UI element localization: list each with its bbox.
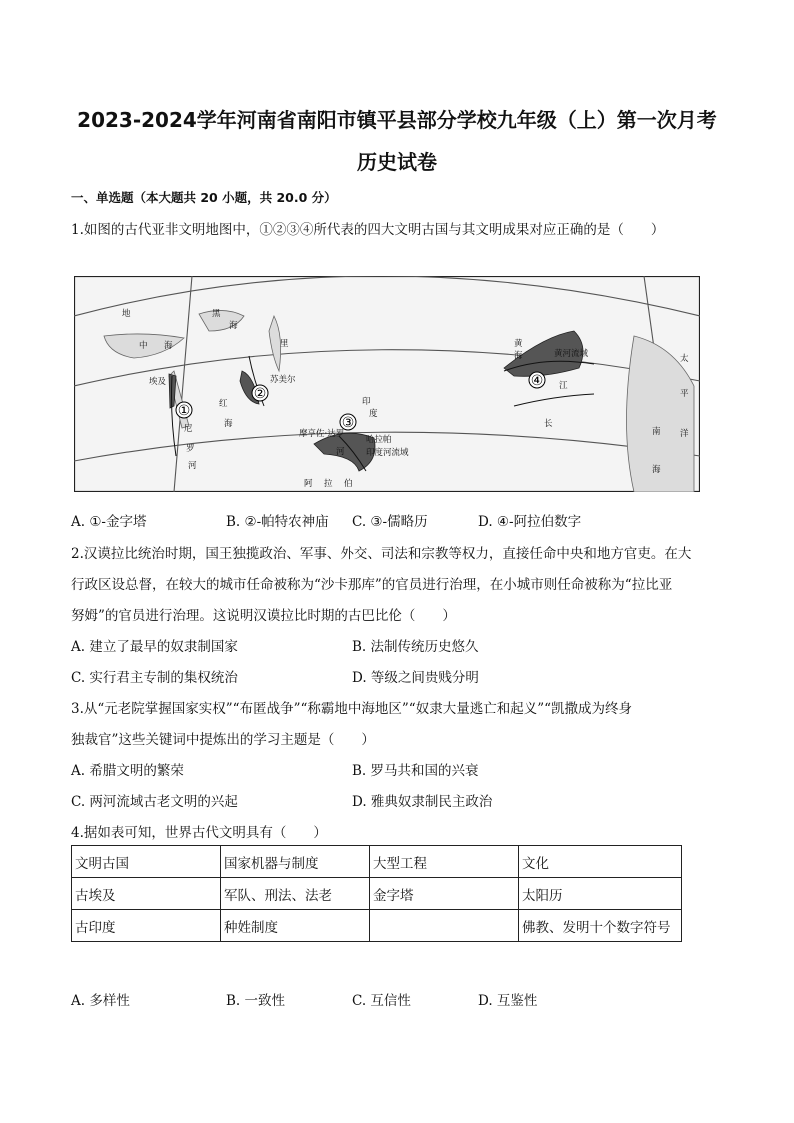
question-1-stem: 1.如图的古代亚非文明地图中，①②③④所代表的四大文明古国与其文明成果对应正确的是（ ）: [71, 222, 665, 238]
question-2-line2: 行政区设总督，在较大的城市任命被称为“沙卡那库”的官员进行治理，在小城市则任命被称为“拉比亚: [71, 577, 673, 593]
map-label: 长: [544, 419, 553, 429]
section-heading: 一、单选题（本大题共 20 小题，共 20.0 分）: [71, 190, 337, 205]
map-label: 罗: [186, 444, 195, 454]
map-label: 阿: [304, 479, 313, 489]
question-1-option-a: A. ①-金字塔: [71, 514, 147, 530]
map-label: 伯: [344, 479, 353, 489]
map-label: 海: [514, 351, 523, 361]
exam-title-line1: 2023-2024学年河南省南阳市镇平县部分学校九年级（上）第一次月考: [77, 108, 717, 132]
question-4-stem: 4.据如表可知，世界古代文明具有（ ）: [71, 825, 327, 841]
table-cell: 金字塔: [370, 878, 519, 910]
table-cell: 古埃及: [72, 878, 221, 910]
question-3-option-b: B. 罗马共和国的兴衰: [352, 763, 479, 779]
table-cell: 军队、刑法、法老: [221, 878, 370, 910]
map-label: 河: [188, 461, 197, 471]
question-2-option-d: D. 等级之间贵贱分明: [352, 670, 479, 686]
civilization-table: [71, 845, 682, 942]
table-cell: 太阳历: [519, 878, 682, 910]
map-frame: [75, 277, 700, 492]
question-4-option-a: A. 多样性: [71, 993, 130, 1009]
marker-1-label: ①: [177, 403, 191, 419]
question-3-line1: 3.从“元老院掌握国家实权”“布匿战争”“称霸地中海地区”“奴隶大量逃亡和起义”“凯撒成为终身: [71, 701, 632, 717]
question-3-option-c: C. 两河流域古老文明的兴起: [71, 794, 238, 810]
map-label: 度: [369, 409, 378, 419]
map-label: 海: [652, 465, 661, 475]
table-header-cell: 文明古国: [72, 846, 221, 878]
question-2-line3: 努姆”的官员进行治理。这说明汉谟拉比时期的古巴比伦（ ）: [71, 608, 456, 624]
map-label: 南: [652, 427, 661, 437]
marker-2-label: ②: [253, 386, 267, 402]
map-label: 哈拉帕: [366, 435, 392, 445]
table-cell: 佛教、发明十个数字符号: [519, 910, 682, 942]
marker-3-label: ③: [341, 415, 355, 431]
table-row: [72, 878, 682, 910]
map-label: 洋: [680, 429, 689, 439]
question-3-option-a: A. 希腊文明的繁荣: [71, 763, 184, 779]
question-3-option-d: D. 雅典奴隶制民主政治: [352, 794, 493, 810]
exam-title-line2: 历史试卷: [357, 150, 437, 174]
map-label: 地: [122, 309, 131, 319]
map-label: 摩亨佐·达罗: [299, 429, 345, 439]
map-label: 平: [680, 389, 689, 399]
question-1-option-d: D. ④-阿拉伯数字: [478, 514, 582, 530]
map-label: 黑: [212, 309, 221, 319]
table-row: [72, 910, 682, 942]
map-label: 红: [219, 399, 228, 409]
map-label: 埃及: [149, 377, 167, 387]
question-2-line1: 2.汉谟拉比统治时期，国王独揽政治、军事、外交、司法和宗教等权力，直接任命中央和地方官吏。在大: [71, 546, 692, 562]
question-2-option-c: C. 实行君主专制的集权统治: [71, 670, 238, 686]
table-cell: 种姓制度: [221, 910, 370, 942]
map-label: 太: [680, 354, 689, 364]
map-label: 江: [559, 381, 568, 391]
map-label: 里: [280, 339, 289, 349]
table-header-cell: 国家机器与制度: [221, 846, 370, 878]
table-cell: 古印度: [72, 910, 221, 942]
question-2-option-b: B. 法制传统历史悠久: [352, 639, 479, 655]
map-label: 河: [336, 447, 345, 457]
map-label: 尼: [184, 424, 193, 434]
map-label: 印: [362, 397, 371, 407]
map-label: 黄河流域: [554, 349, 589, 359]
question-1-option-b: B. ②-帕特农神庙: [226, 514, 329, 530]
question-2-option-a: A. 建立了最早的奴隶制国家: [71, 639, 238, 655]
marker-4-label: ④: [530, 373, 544, 389]
map-label: 印度河流域: [366, 448, 409, 458]
map-label: 中: [139, 341, 148, 351]
map-label: 海: [229, 321, 238, 331]
map-label: 苏美尔: [270, 375, 296, 385]
ancient-civilizations-map: [74, 276, 700, 492]
map-label: 拉: [324, 479, 333, 489]
table-header-cell: 大型工程: [370, 846, 519, 878]
table-header-row: [72, 846, 682, 878]
question-3-line2: 独裁官”这些关键词中提炼出的学习主题是（ ）: [71, 732, 375, 748]
question-4-option-b: B. 一致性: [226, 993, 286, 1009]
map-label: 海: [224, 419, 233, 429]
question-4-option-c: C. 互信性: [352, 993, 411, 1009]
map-label: 海: [164, 341, 173, 351]
table-cell: [370, 910, 519, 942]
table-header-cell: 文化: [519, 846, 682, 878]
question-4-option-d: D. 互鉴性: [478, 993, 538, 1009]
map-label: 黄: [514, 339, 523, 349]
question-1-option-c: C. ③-儒略历: [352, 514, 428, 530]
